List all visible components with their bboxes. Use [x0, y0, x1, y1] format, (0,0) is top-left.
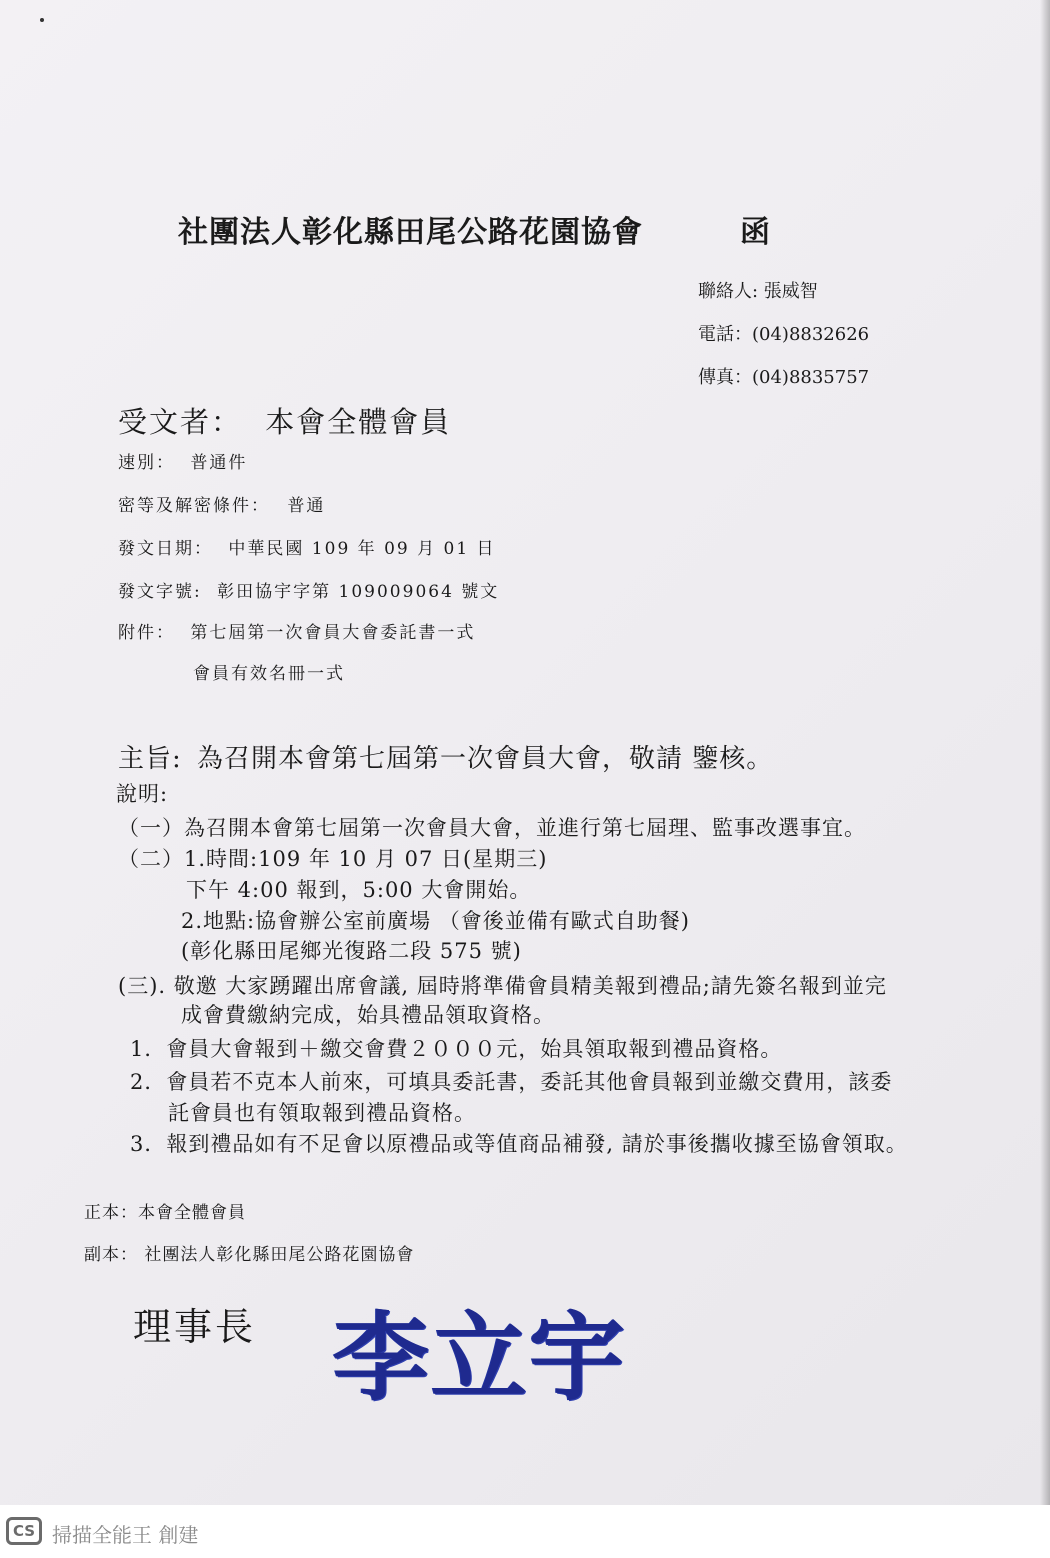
explanation-line: 下午 4:00 報到，5:00 大會開始。	[186, 878, 532, 902]
org-title: 社團法人彰化縣田尾公路花園協會	[178, 215, 643, 250]
explanation-label: 說明:	[116, 782, 169, 806]
date-line	[118, 534, 496, 559]
camscanner-logo-icon: CS	[6, 1517, 42, 1545]
contact-phone: 電話：(04)8832626	[698, 324, 870, 345]
secrecy-label: 密等及解密條件：	[118, 496, 270, 516]
recipient-line	[118, 400, 451, 441]
scanner-watermark-bar	[0, 1505, 1050, 1558]
attachment-item-1: 第七屆第一次會員大會委託書一式	[190, 623, 476, 643]
explanation-line: (三). 敬邀 大家踴躍出席會議, 屆時將準備會員精美報到禮品;請先簽名報到並完	[118, 974, 887, 998]
secrecy-value: 普通	[287, 496, 326, 516]
explanation-line: (彰化縣田尾鄉光復路二段 575 號)	[181, 939, 522, 963]
date-label: 發文日期：	[118, 539, 213, 559]
secrecy-line	[118, 491, 325, 516]
explanation-line: （一）為召開本會第七屆第一次會員大會，並進行第七屆理、監事改選事宜。	[118, 816, 866, 840]
subject-text: 為召開本會第七屆第一次會員大會，敬請 鑒核。	[197, 744, 774, 774]
explanation-line: 1．會員大會報到＋繳交會費２０００元，始具領取報到禮品資格。	[130, 1037, 783, 1061]
carbon-copy: 副本： 社團法人彰化縣田尾公路花園協會	[84, 1245, 415, 1265]
speed-line	[118, 448, 247, 473]
original-copy: 正本：本會全體會員	[84, 1203, 246, 1223]
doc-type: 函	[740, 215, 770, 250]
signature-stamp: 李立宇	[333, 1301, 627, 1414]
contact-fax: 傳真：(04)8835757	[698, 367, 870, 388]
contact-person: 聯絡人: 張威智	[698, 281, 818, 302]
explanation-line: 3．報到禮品如有不足會以原禮品或等值商品補發, 請於事後攜收據至協會領取。	[130, 1132, 908, 1156]
recipient-label: 受文者：	[118, 405, 243, 439]
explanation-line: 託會員也有領取報到禮品資格。	[168, 1101, 476, 1125]
explanation-line: 成會費繳納完成，始具禮品領取資格。	[181, 1003, 555, 1027]
doc-number-line	[118, 577, 499, 602]
explanation-line: 2.地點:協會辦公室前廣場 （會後並備有歐式自助餐)	[181, 909, 690, 933]
chair-title: 理事長	[133, 1305, 257, 1349]
explanation-line: 2．會員若不克本人前來，可填具委託書，委託其他會員報到並繳交費用，該委	[130, 1070, 893, 1094]
date-value: 中華民國 109 年 09 月 01 日	[228, 539, 496, 559]
explanation-line: （二）1.時間:109 年 10 月 07 日(星期三)	[118, 847, 548, 871]
watermark-text: 掃描全能王 創建	[52, 1523, 199, 1547]
doc-number-value: 彰田協宇字第 109009064 號文	[217, 582, 500, 602]
attachment-label: 附件：	[118, 623, 175, 643]
subject-label: 主旨:	[118, 744, 182, 774]
speed-label: 速別：	[118, 453, 175, 473]
scan-mark	[40, 18, 44, 22]
attachment-item-2: 會員有效名冊一式	[193, 664, 345, 684]
speed-value: 普通件	[190, 453, 248, 473]
attachment-line	[118, 618, 475, 643]
recipient-value: 本會全體會員	[265, 405, 452, 439]
doc-number-label: 發文字號:	[118, 582, 202, 602]
subject-line	[118, 738, 773, 775]
